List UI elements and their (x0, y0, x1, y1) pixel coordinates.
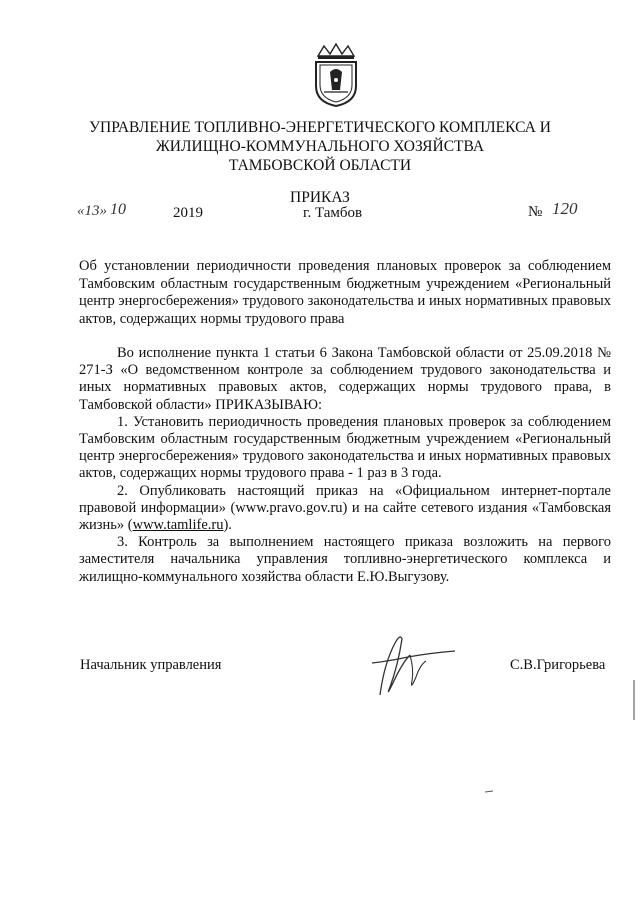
item-2-text-end: ). (223, 517, 232, 534)
org-name-line-3: ТАМБОВСКОЙ ОБЛАСТИ (228, 157, 412, 174)
item-2-text: 2. Опубликовать настоящий приказ на «Официальном интернет-портале правовой информации» (www.pravo.gov.ru) и на сайте сетевого издания «Тамбовская жизнь» ( (79, 482, 611, 534)
order-body (79, 345, 611, 586)
coat-of-arms-icon (310, 42, 362, 108)
item-2-paragraph (79, 483, 611, 535)
signatory-name: С.В.Григорьева (510, 657, 606, 673)
order-day: «13» (77, 203, 107, 219)
order-year: 2019 (173, 205, 203, 221)
item-1-paragraph: 1. Установить периодичность проведения плановых проверок за соблюдением Тамбовским областным государственным бюджетным учреждением «Региональный центр энергосбережения» трудового законодательства и иных нормативных правовых актов, содержащих нормы трудового права - 1 раз в 3 года. (79, 413, 611, 482)
scan-mark (485, 790, 493, 793)
preamble-paragraph: Во исполнение пункта 1 статьи 6 Закона Тамбовской области от 25.09.2018 № 271-З «О ведомственном контроле за соблюдением трудового законодательства и иных нормативных правовых актов, содержащих нормы трудового права, в Тамбовской области» ПРИКАЗЫВАЮ: (79, 345, 611, 413)
document-title: ПРИКАЗ (290, 189, 350, 206)
order-number-label: № (528, 204, 543, 220)
tamlife-link[interactable]: www.tamlife.ru (132, 517, 224, 534)
handwritten-signature (350, 625, 460, 705)
order-number: 120 (552, 199, 578, 218)
order-subject: Об установлении периодичности проведения плановых проверок за соблюдением Тамбовским областным государственным бюджетным учреждением «Региональный центр энергосбережения» трудового законодательства и иных нормативных правовых актов, содержащих нормы трудового права (79, 258, 611, 327)
scan-edge-mark (632, 680, 636, 720)
order-month: 10 (110, 201, 126, 218)
signatory-title: Начальник управления (80, 657, 222, 673)
item-3-paragraph: 3. Контроль за выполнением настоящего приказа возложить на первого заместителя начальника управления топливно-энергетического комплекса и жилищно-коммунального хозяйства области Е.Ю.Выгузову. (79, 534, 611, 585)
org-name-line-2: ЖИЛИЩНО-КОММУНАЛЬНОГО ХОЗЯЙСТВА (155, 138, 485, 155)
organization-header (0, 118, 640, 175)
org-name-line-1: УПРАВЛЕНИЕ ТОПЛИВНО-ЭНЕРГЕТИЧЕСКОГО КОМПЛЕКСА И (89, 119, 551, 136)
order-city: г. Тамбов (303, 205, 363, 221)
